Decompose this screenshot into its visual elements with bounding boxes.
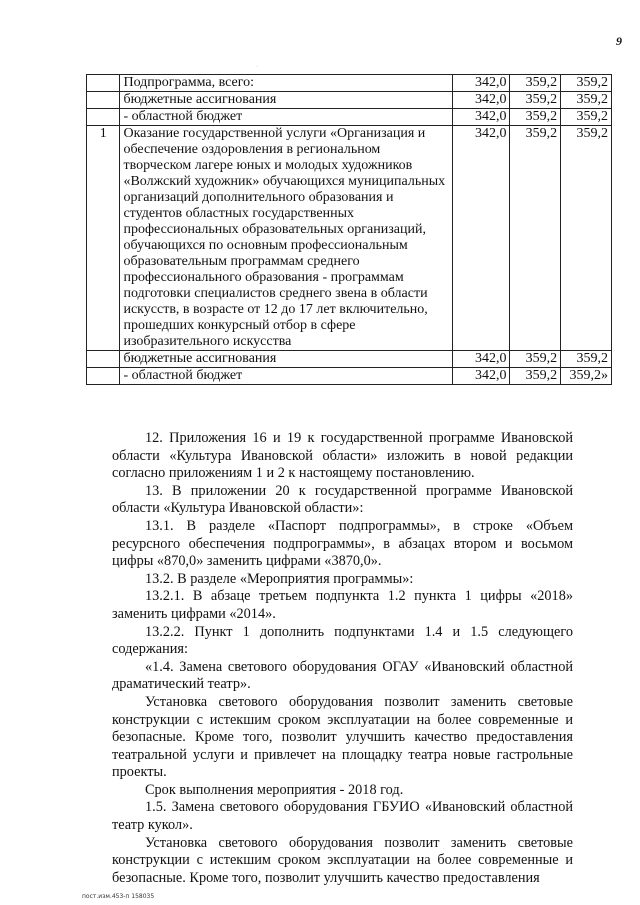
value-year-1: 342,0 bbox=[452, 351, 509, 368]
paragraph: «1.4. Замена светового оборудования ОГАУ «Ивановский областной драматический театр». bbox=[112, 658, 573, 693]
table-row bbox=[87, 92, 612, 109]
row-number bbox=[87, 351, 120, 368]
table-row bbox=[87, 351, 612, 368]
value-year-3: 359,2 bbox=[561, 75, 612, 92]
value-year-2: 359,2 bbox=[510, 368, 561, 385]
row-number: 1 bbox=[87, 126, 120, 351]
paragraph: Установка светового оборудования позволит заменить световые конструкции с истекшим сроком эксплуатации на более современные и безопасные. Кроме того, позволит улучшить качество предоставления театральной услуги и привлечет на площадку театра новые гастрольные проекты. bbox=[112, 693, 573, 781]
row-description: Оказание государственной услуги «Организация и обеспечение оздоровления в региональном творческом лагере юных и молодых художников «Волжский художник» обучающихся муниципальных организаций дополнительного образования и студентов областных государственных профессиональных образовательных организаций, обучающихся по основным профессиональным образовательным программам среднего профессионального образования - программам подготовки специалистов среднего звена в области искусств, в возрасте от 12 до 17 лет включительно, прошедших конкурсный отбор в сфере изобразительного искусства bbox=[120, 126, 452, 351]
paragraph: 13.1. В разделе «Паспорт подпрограммы», в строке «Объем ресурсного обеспечения подпрограммы», в абзацах втором и восьмом цифры «870,0» заменить цифрами «3870,0». bbox=[112, 517, 573, 570]
paragraph: 13.2.1. В абзаце третьем подпункта 1.2 пункта 1 цифры «2018» заменить цифрами «2014». bbox=[112, 588, 573, 622]
row-description: бюджетные ассигнования bbox=[120, 92, 452, 109]
value-year-2: 359,2 bbox=[510, 92, 561, 109]
scan-speck: · bbox=[256, 64, 258, 70]
value-year-3: 359,2 bbox=[561, 109, 612, 126]
table-row bbox=[87, 126, 612, 351]
paragraph: 13.2. В разделе «Мероприятия программы»: bbox=[145, 570, 414, 587]
row-number bbox=[87, 109, 120, 126]
budget-table bbox=[86, 74, 612, 385]
value-year-1: 342,0 bbox=[452, 126, 509, 351]
value-year-1: 342,0 bbox=[452, 109, 509, 126]
value-year-2: 359,2 bbox=[510, 75, 561, 92]
value-year-2: 359,2 bbox=[510, 126, 561, 351]
footer-document-code: пост.изм.453-п 158035 bbox=[82, 893, 155, 900]
row-description: - областной бюджет bbox=[120, 368, 452, 385]
row-number bbox=[87, 368, 120, 385]
value-year-3: 359,2 bbox=[561, 126, 612, 351]
value-year-2: 359,2 bbox=[510, 109, 561, 126]
paragraph: 13.2.2. Пункт 1 дополнить подпунктами 1.4 и 1.5 следующего содержания: bbox=[112, 623, 573, 658]
value-year-3: 359,2 bbox=[561, 92, 612, 109]
table-row bbox=[87, 368, 612, 385]
value-year-3: 359,2 bbox=[561, 351, 612, 368]
table-row bbox=[87, 75, 612, 92]
row-number bbox=[87, 75, 120, 92]
row-description: Подпрограмма, всего: bbox=[120, 75, 452, 92]
value-year-1: 342,0 bbox=[452, 92, 509, 109]
value-year-1: 342,0 bbox=[452, 75, 509, 92]
document-body bbox=[112, 430, 573, 887]
row-number bbox=[87, 92, 120, 109]
value-year-1: 342,0 bbox=[452, 368, 509, 385]
paragraph: 12. Приложения 16 и 19 к государственной программе Ивановской области «Культура Ивановской области» изложить в новой редакции согласно приложениям 1 и 2 к настоящему постановлению. bbox=[112, 430, 573, 482]
value-year-3: 359,2» bbox=[561, 368, 612, 385]
value-year-2: 359,2 bbox=[510, 351, 561, 368]
paragraph: Установка светового оборудования позволит заменить световые конструкции с истекшим сроком эксплуатации на более современные и безопасные. Кроме того, позволит улучшить качество предоставления bbox=[112, 834, 573, 886]
row-description: - областной бюджет bbox=[120, 109, 452, 126]
paragraph: 13. В приложении 20 к государственной программе Ивановской области «Культура Ивановской области»: bbox=[112, 482, 573, 517]
paragraph: 1.5. Замена светового оборудования ГБУИО «Ивановский областной театр кукол». bbox=[112, 799, 573, 834]
paragraph: Срок выполнения мероприятия - 2018 год. bbox=[145, 781, 404, 798]
page-number: 9 bbox=[616, 34, 622, 48]
row-description: бюджетные ассигнования bbox=[120, 351, 452, 368]
table-row bbox=[87, 109, 612, 126]
